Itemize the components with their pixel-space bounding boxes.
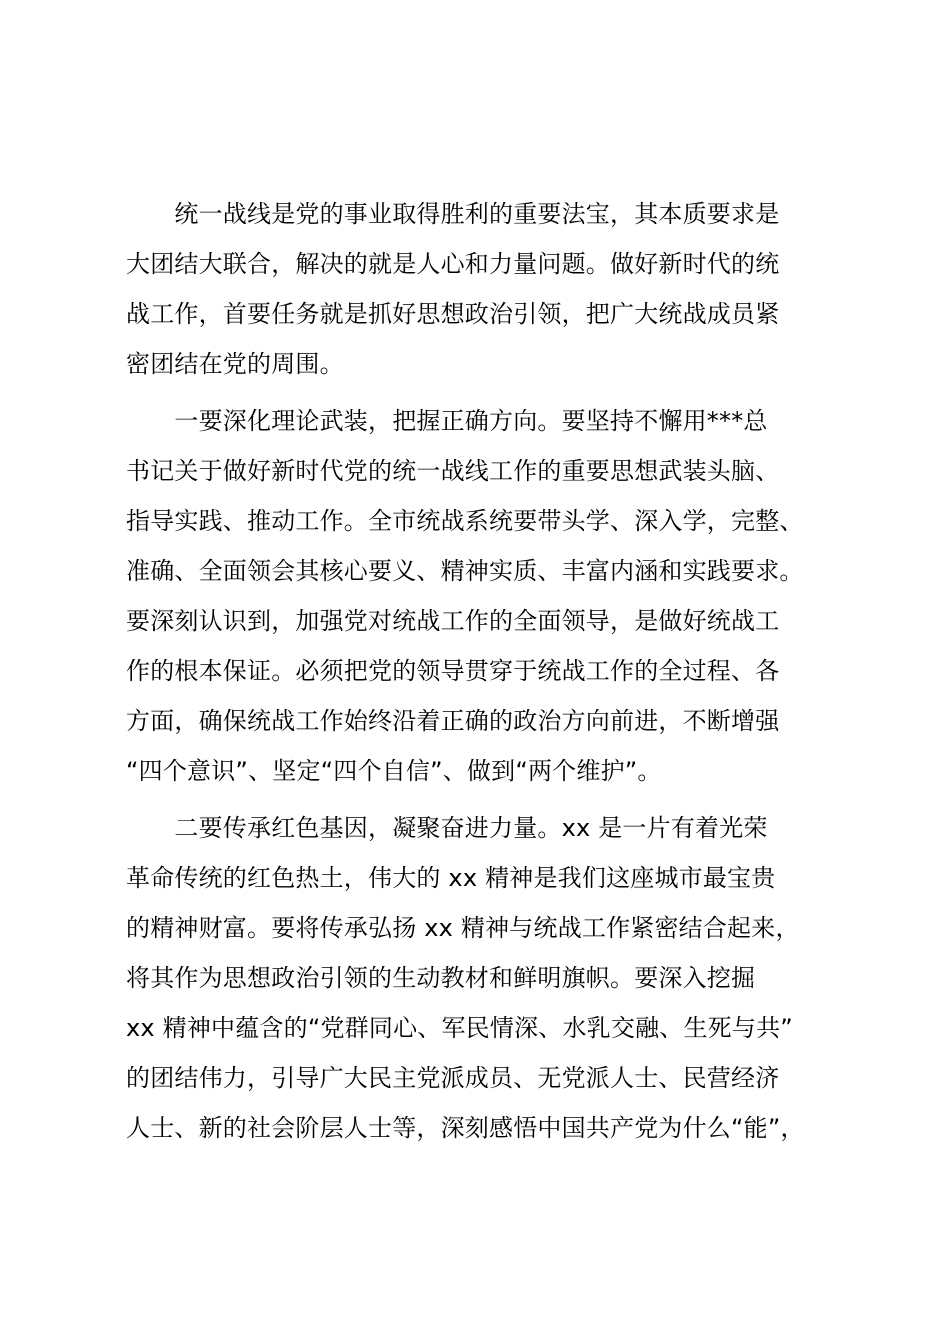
paragraph-line: 的精神财富。要将传承弘扬 xx 精神与统战工作紧密结合起来， xyxy=(126,914,800,942)
paragraph-line: 革命传统的红色热土，伟大的 xx 精神是我们这座城市最宝贵 xyxy=(126,864,776,892)
paragraph-line: 准确、全面领会其核心要义、精神实质、丰富内涵和实践要求。 xyxy=(126,557,804,585)
paragraph-theoretical-armament xyxy=(126,396,836,796)
paragraph-line: 作的根本保证。必须把党的领导贯穿于统战工作的全过程、各 xyxy=(126,657,780,685)
paragraph-line: 大团结大联合，解决的就是人心和力量问题。做好新时代的统 xyxy=(126,250,780,278)
paragraph-line: 一要深化理论武装，把握正确方向。要坚持不懈用***总 xyxy=(126,407,768,435)
paragraph-line: 统一战线是党的事业取得胜利的重要法宝，其本质要求是 xyxy=(126,200,780,228)
paragraph-line: 二要传承红色基因，凝聚奋进力量。xx 是一片有着光荣 xyxy=(126,814,768,842)
paragraph-line: 密团结在党的周围。 xyxy=(126,350,344,378)
paragraph-red-gene xyxy=(126,803,836,1153)
paragraph-line: 战工作，首要任务就是抓好思想政治引领，把广大统战成员紧 xyxy=(126,300,780,328)
paragraph-line: 书记关于做好新时代党的统一战线工作的重要思想武装头脑、 xyxy=(126,457,780,485)
paragraph-line: 将其作为思想政治引领的生动教材和鲜明旗帜。要深入挖掘 xyxy=(126,964,756,992)
paragraph-line: 指导实践、推动工作。全市统战系统要带头学、深入学，完整、 xyxy=(126,507,804,535)
paragraph-line: 人士、新的社会阶层人士等，深刻感悟中国共产党为什么“能”， xyxy=(126,1114,805,1142)
paragraph-line: “四个意识”、坚定“四个自信”、做到“两个维护”。 xyxy=(126,757,662,785)
paragraph-united-front-intro xyxy=(126,189,836,389)
paragraph-line: 的团结伟力，引导广大民主党派成员、无党派人士、民营经济 xyxy=(126,1064,780,1092)
paragraph-line: 要深刻认识到，加强党对统战工作的全面领导，是做好统战工 xyxy=(126,607,780,635)
paragraph-line: xx 精神中蕴含的“党群同心、军民情深、水乳交融、生死与共” xyxy=(126,1014,793,1042)
paragraph-line: 方面，确保统战工作始终沿着正确的政治方向前进，不断增强 xyxy=(126,707,780,735)
